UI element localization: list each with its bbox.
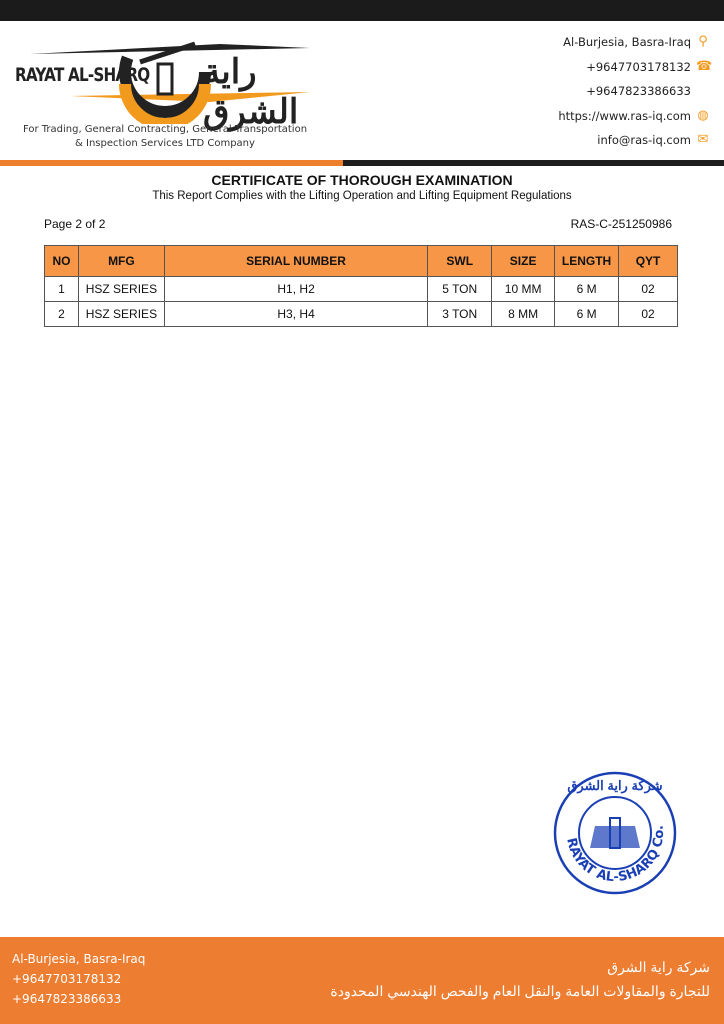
footer-company-ar: شركة راية الشرق bbox=[607, 959, 710, 975]
cell: H3, H4 bbox=[164, 302, 427, 327]
cell: 8 MM bbox=[492, 302, 555, 327]
col-no: NO bbox=[45, 246, 79, 277]
phone-icon: ☎ bbox=[696, 58, 713, 74]
certificate-subtitle: This Report Complies with the Lifting Operation and Lifting Equipment Regulations bbox=[152, 190, 572, 202]
tagline bbox=[10, 123, 320, 151]
col-length: LENGTH bbox=[555, 246, 619, 277]
contact-phone-1 bbox=[558, 55, 713, 80]
certificate-ref: RAS-C-251250986 bbox=[570, 217, 672, 231]
cell: 6 M bbox=[555, 277, 619, 302]
col-mfg: MFG bbox=[78, 246, 164, 277]
col-qty: QYT bbox=[619, 246, 678, 277]
cell: 6 M bbox=[555, 302, 619, 327]
col-serial: SERIAL NUMBER bbox=[164, 246, 427, 277]
divider-orange bbox=[0, 160, 343, 166]
phone-text: +9647823386633 bbox=[586, 84, 691, 99]
email-link[interactable]: info@ras-iq.com bbox=[597, 133, 691, 148]
svg-text:شركة راية الشرق: شركة راية الشرق bbox=[567, 778, 663, 793]
tagline-line-2: & Inspection Services LTD Company bbox=[75, 138, 255, 149]
certificate-title: CERTIFICATE OF THOROUGH EXAMINATION bbox=[211, 172, 513, 188]
footer bbox=[0, 937, 724, 1024]
cell: 2 bbox=[45, 302, 79, 327]
equipment-table bbox=[44, 245, 678, 327]
company-stamp bbox=[550, 768, 680, 898]
top-bar bbox=[0, 0, 724, 21]
website-link[interactable]: https://www.ras-iq.com bbox=[558, 108, 691, 123]
table-row bbox=[45, 302, 678, 327]
cell: H1, H2 bbox=[164, 277, 427, 302]
cell: 02 bbox=[619, 277, 678, 302]
col-size: SIZE bbox=[492, 246, 555, 277]
svg-text:RAYAT AL-SHARQ Co.: RAYAT AL-SHARQ Co. bbox=[563, 824, 668, 886]
location-pin-icon: ⚲ bbox=[698, 34, 708, 50]
divider-dark bbox=[343, 160, 724, 166]
table-header-row bbox=[45, 246, 678, 277]
brand-name: RAYAT AL-SHARQ bbox=[15, 64, 150, 86]
page-number: Page 2 of 2 bbox=[44, 217, 106, 231]
globe-icon: ◍ bbox=[697, 107, 709, 123]
footer-services-ar: للتجارة والمقاولات العامة والنقل العام والفحص الهندسي المحدودة bbox=[330, 983, 710, 999]
header-contacts bbox=[558, 30, 713, 153]
company-logo bbox=[10, 24, 320, 154]
brand-name-arabic: راية الشرق bbox=[203, 53, 299, 131]
cell: 10 MM bbox=[492, 277, 555, 302]
cell: 3 TON bbox=[428, 302, 492, 327]
cell: HSZ SERIES bbox=[78, 277, 164, 302]
footer-address: Al-Burjesia, Basra-Iraq bbox=[12, 952, 146, 966]
phone-text: +9647703178132 bbox=[586, 59, 691, 74]
contact-website[interactable] bbox=[558, 104, 710, 129]
mail-icon: ✉ bbox=[697, 132, 709, 148]
cell: HSZ SERIES bbox=[78, 302, 164, 327]
col-swl: SWL bbox=[428, 246, 492, 277]
footer-arabic bbox=[330, 955, 710, 1003]
footer-phone-2: +9647823386633 bbox=[12, 992, 122, 1006]
footer-phone-1: +9647703178132 bbox=[12, 972, 122, 986]
cell: 02 bbox=[619, 302, 678, 327]
contact-phone-2 bbox=[558, 79, 710, 104]
footer-contacts bbox=[12, 949, 145, 1009]
contact-address bbox=[558, 30, 710, 55]
cell: 1 bbox=[45, 277, 79, 302]
cell: 5 TON bbox=[428, 277, 492, 302]
address-text: Al-Burjesia, Basra-Iraq bbox=[563, 35, 691, 50]
table-row bbox=[45, 277, 678, 302]
contact-email[interactable] bbox=[558, 128, 710, 153]
tagline-line-1: For Trading, General Contracting, General Transportation bbox=[22, 124, 308, 135]
